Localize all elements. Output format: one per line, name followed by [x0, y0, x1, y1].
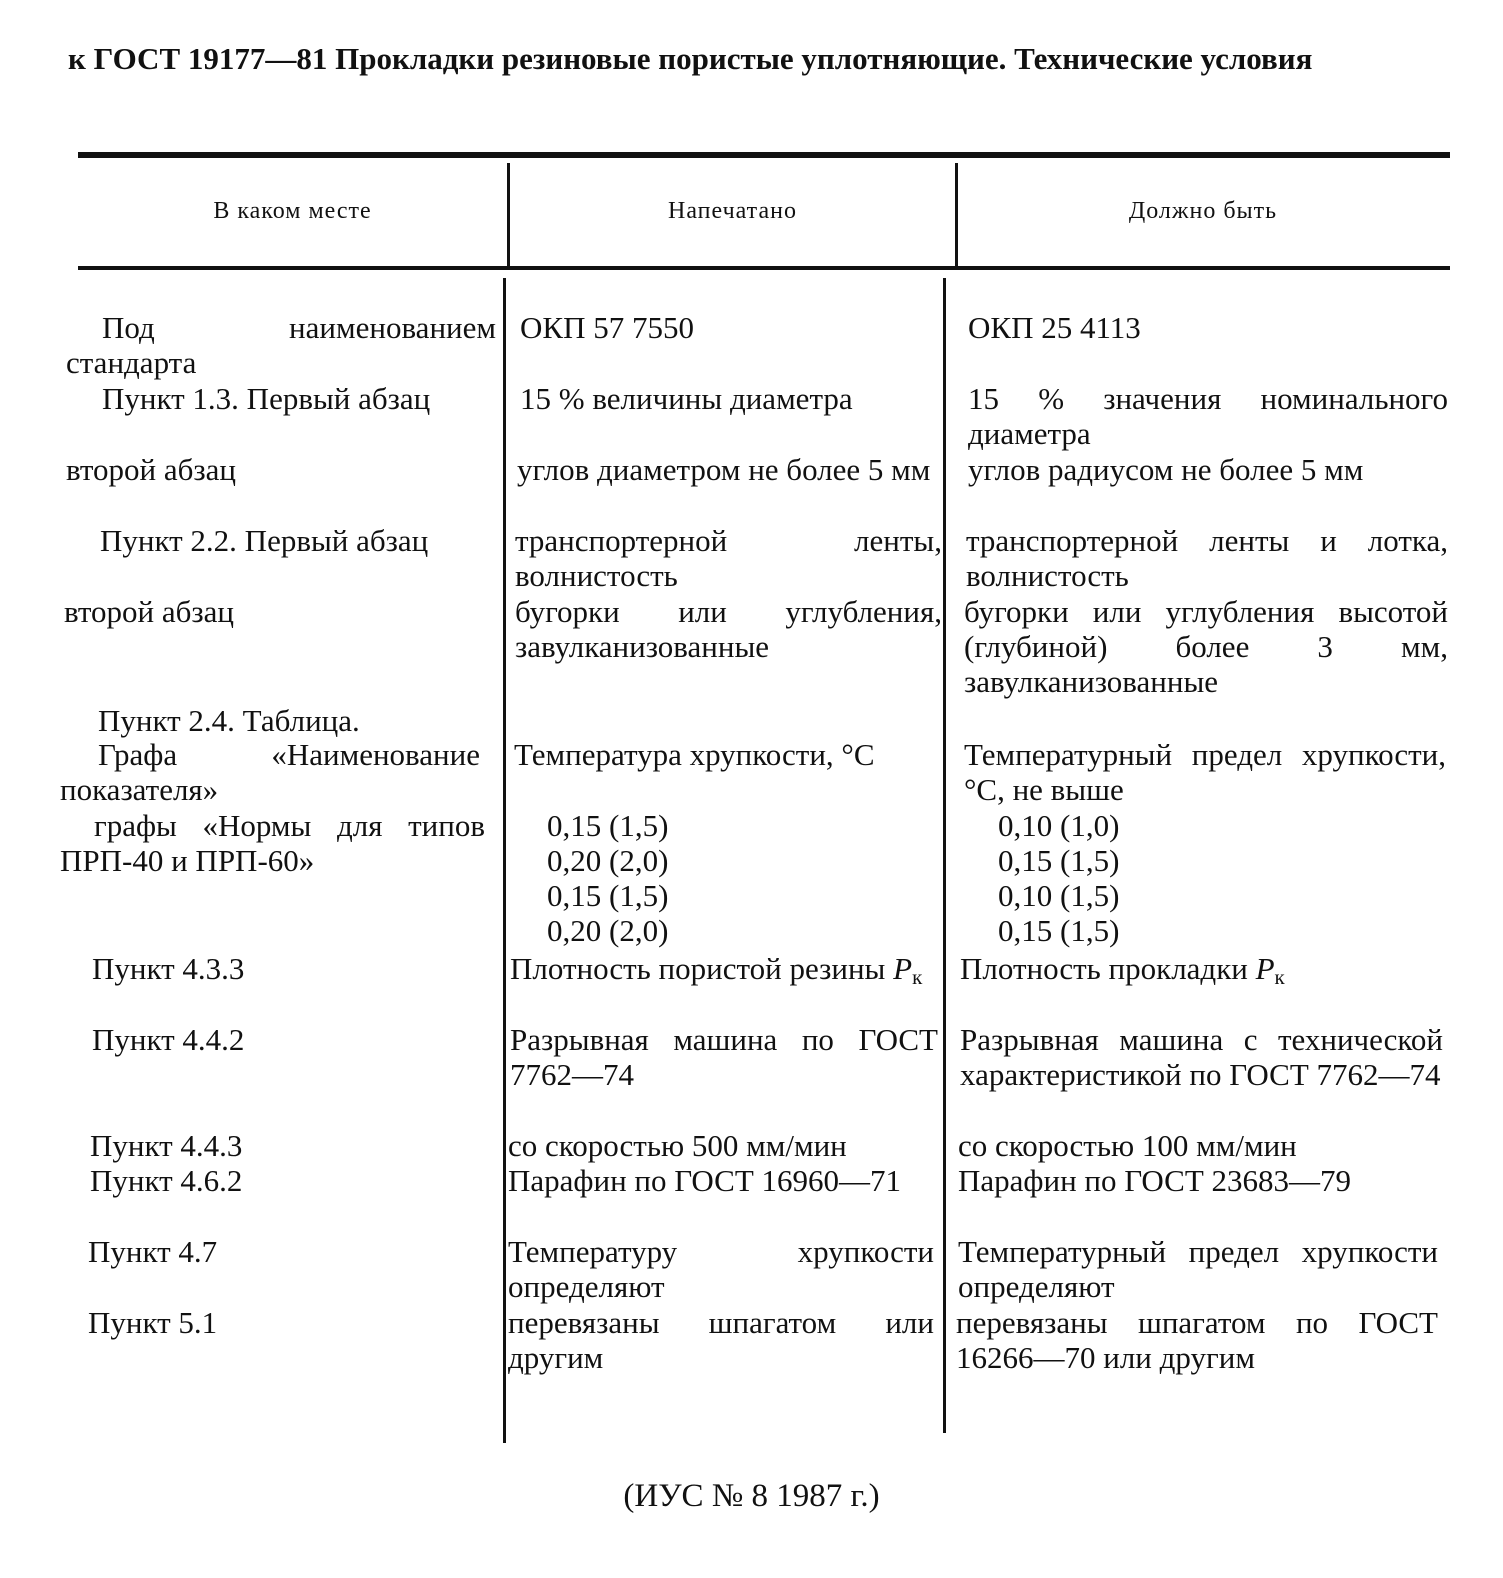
- row-8-should: [960, 951, 1445, 995]
- row-8-where: Пункт 4.3.3: [92, 951, 245, 986]
- row-4-printed: бугорки или углубления, завулканизованные: [515, 594, 942, 664]
- row-9-should: Разрывная машина с технической характеристикой по ГОСТ 7762—74: [960, 1022, 1443, 1092]
- row-1-should: 15 % значения номинального диаметра: [968, 381, 1448, 451]
- row-2-should: углов радиусом не более 5 мм: [968, 452, 1364, 487]
- row-3-where: Пункт 2.2. Первый абзац: [100, 523, 429, 558]
- row-6-printed: Температура хрупкости, °С: [514, 737, 875, 772]
- footer-reference: (ИУС № 8 1987 г.): [623, 1478, 880, 1514]
- row-10-printed: со скоростью 500 мм/мин: [508, 1128, 847, 1163]
- row-12-printed: Температуру хрупкости определяют: [508, 1234, 934, 1304]
- header-should-be: Должно быть: [1128, 198, 1278, 224]
- row-10-where: Пункт 4.4.3: [90, 1128, 243, 1163]
- row-2-printed: углов диаметром не более 5 мм: [517, 452, 931, 487]
- row-8-should-text: Плотность прокладки: [960, 951, 1248, 986]
- row-1-printed: 15 % величины диаметра: [520, 381, 853, 416]
- row-0-should: ОКП 25 4113: [968, 310, 1141, 345]
- row-4-should: бугорки или углубления высотой (глубиной) более 3 мм, завулканизованные: [964, 594, 1448, 699]
- row-11-printed: Парафин по ГОСТ 16960—71: [508, 1163, 902, 1198]
- row-12-should: Температурный предел хрупкости определяют: [958, 1234, 1438, 1304]
- column-divider-1: [503, 278, 506, 1443]
- row-9-printed: Разрывная машина по ГОСТ 7762—74: [510, 1022, 938, 1092]
- row-8-should-symbol: P: [1255, 951, 1275, 986]
- row-10-should: со скоростью 100 мм/мин: [958, 1128, 1297, 1163]
- row-5-where: Пункт 2.4. Таблица.: [98, 703, 360, 738]
- header-where: В каком месте: [213, 198, 372, 224]
- row-11-where: Пункт 4.6.2: [90, 1163, 243, 1198]
- row-2-where: второй абзац: [66, 452, 236, 487]
- row-8-should-subscript: к: [1274, 965, 1285, 989]
- table-top-rule: [78, 152, 1450, 158]
- row-9-where: Пункт 4.4.2: [92, 1022, 245, 1057]
- row-8-printed-text: Плотность пористой резины: [510, 951, 886, 986]
- row-12-where: Пункт 4.7: [88, 1234, 218, 1269]
- row-6-should: Температурный предел хрупкости, °С, не выше: [964, 737, 1446, 807]
- row-4-where: второй абзац: [64, 594, 234, 629]
- column-divider-2: [943, 278, 946, 1433]
- row-3-printed: транспортерной ленты, волнистость: [515, 523, 942, 593]
- row-7-printed: 0,15 (1,5) 0,20 (2,0) 0,15 (1,5) 0,20 (2,0): [547, 808, 669, 948]
- row-8-printed-symbol: P: [893, 951, 913, 986]
- row-3-should: транспортерной ленты и лотка, волнистость: [966, 523, 1448, 593]
- header-printed: Напечатано: [668, 198, 797, 224]
- row-0-printed: ОКП 57 7550: [520, 310, 694, 345]
- document-title: к ГОСТ 19177—81 Прокладки резиновые пористые уплотняющие. Технические условия: [68, 41, 1313, 76]
- table-header-rule: [78, 266, 1450, 270]
- row-6-where: Графа «Наименование показателя»: [60, 737, 480, 807]
- row-11-should: Парафин по ГОСТ 23683—79: [958, 1163, 1352, 1198]
- row-13-printed: перевязаны шпагатом или другим: [508, 1305, 934, 1375]
- row-0-where: Под наименованием стандарта: [66, 310, 496, 380]
- row-8-printed-subscript: к: [912, 965, 923, 989]
- row-13-should: перевязаны шпагатом по ГОСТ 16266—70 или другим: [956, 1305, 1438, 1375]
- row-7-where: графы «Нормы для типов ПРП-40 и ПРП-60»: [60, 808, 485, 878]
- row-8-printed: [510, 951, 938, 995]
- row-13-where: Пункт 5.1: [88, 1305, 218, 1340]
- row-1-where: Пункт 1.3. Первый абзац: [102, 381, 431, 416]
- row-7-should: 0,10 (1,0) 0,15 (1,5) 0,10 (1,5) 0,15 (1,5): [998, 808, 1120, 948]
